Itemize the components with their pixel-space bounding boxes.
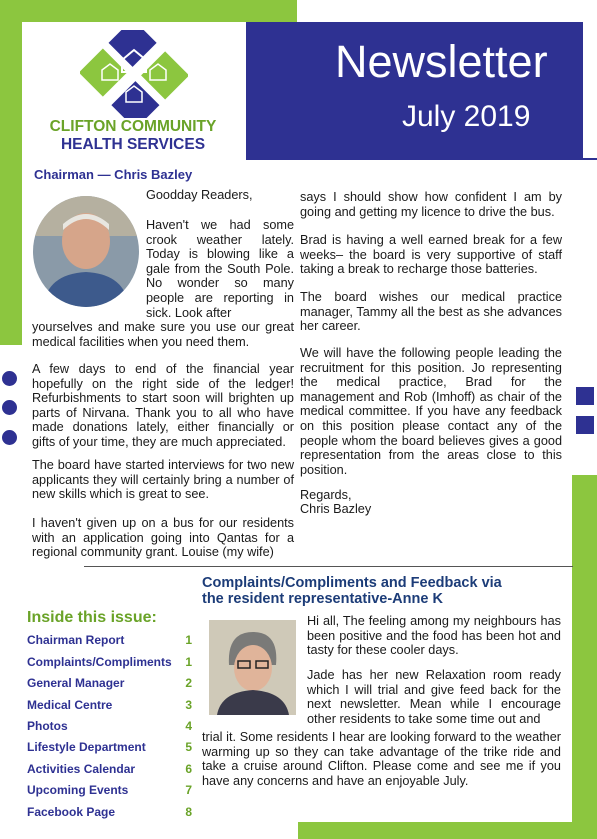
toc-item-page: 6 — [185, 762, 192, 776]
decor-green-bar-bottom — [298, 822, 597, 839]
toc-item-page: 3 — [185, 698, 192, 712]
decor-square — [576, 416, 594, 434]
toc-item-page: 8 — [185, 805, 192, 819]
toc-item[interactable] — [27, 655, 192, 676]
toc-item-page: 1 — [185, 633, 192, 647]
newsletter-date: July 2019 — [402, 100, 531, 133]
decor-dot — [2, 371, 17, 386]
toc-item-label: Medical Centre — [27, 698, 113, 712]
toc-item[interactable] — [27, 783, 192, 804]
complaints-paragraph-2a: Jade has her new Relaxation room ready which I will trial and give feed back for the next newsletter. Mean while I encourage other residents to take some time out and — [307, 668, 561, 726]
chairman-paragraph-5: says I should show how confident I am by going and getting my licence to drive the bus. — [300, 190, 562, 219]
inside-issue-heading: Inside this issue: — [27, 609, 157, 626]
toc-item[interactable] — [27, 676, 192, 697]
toc-item[interactable] — [27, 762, 192, 783]
toc-item-label: Activities Calendar — [27, 762, 136, 776]
toc-item-page: 1 — [185, 655, 192, 669]
chairman-signoff: Regards, — [300, 488, 352, 502]
chairman-greeting: Goodday Readers, — [146, 188, 253, 202]
chairman-paragraph-6: Brad is having a well earned break for a few weeks– the board is very supportive of staff taking a break to recharge those batteries. — [300, 233, 562, 277]
section-divider — [84, 566, 573, 567]
org-name-line1: CLIFTON COMMUNITY — [49, 118, 217, 135]
org-name-line2: HEALTH SERVICES — [60, 136, 206, 153]
toc-item[interactable] — [27, 719, 192, 740]
chairman-paragraph-2: A few days to end of the financial year hopefully on the right side of the ledger! Refurbishments to start soon will brighten up parts of Nirvana. Thank you to all who have made donations lately, either financially or gifts of your time, they are much appreciated. — [32, 362, 294, 449]
toc-item-page: 5 — [185, 740, 192, 754]
decor-dot — [2, 400, 17, 415]
decor-dot — [2, 430, 17, 445]
complaints-heading-line2: the resident representative-Anne K — [202, 591, 443, 607]
chairman-paragraph-4: I haven't given up on a bus for our residents with an application going into Qantas for a regional community grant. Louise (my wife) — [32, 516, 294, 560]
toc-item[interactable] — [27, 698, 192, 719]
toc-item-label: General Manager — [27, 676, 125, 690]
decor-green-bar-top — [0, 0, 297, 22]
toc-item[interactable] — [27, 805, 192, 826]
toc-item-label: Lifestyle Department — [27, 740, 146, 754]
house-logo-icon — [80, 30, 188, 118]
chairman-heading: Chairman — Chris Bazley — [34, 167, 193, 182]
chairman-photo — [33, 196, 139, 307]
decor-square — [576, 387, 594, 405]
resident-photo — [209, 620, 296, 715]
chairman-signature: Chris Bazley — [300, 502, 372, 516]
complaints-heading-line1: Complaints/Compliments and Feedback via — [202, 575, 502, 591]
newsletter-title: Newsletter — [335, 36, 548, 87]
chairman-paragraph-1a: Haven't we had some crook weather lately. Today is blowing like a gale from the South Pole. No wonder so many people are reporting in sick. Look after — [146, 218, 294, 320]
decor-green-bar-left — [0, 0, 22, 345]
complaints-paragraph-1: Hi all, The feeling among my neighbours has been positive and the food has been hot and tasty for these cooler days. — [307, 614, 561, 658]
chairman-paragraph-7: The board wishes our medical practice manager, Tammy all the best as she advances her career. — [300, 290, 562, 334]
toc-item-page: 2 — [185, 676, 192, 690]
decor-green-bar-right — [572, 475, 597, 839]
complaints-paragraph-2b: trial it. Some residents I hear are looking forward to the weather warming up so they can take advantage of the trike ride and take a cruise around Clifton. Please come and see me if you have any concerns and have an enjoyable July. — [202, 730, 561, 788]
toc-item-label: Photos — [27, 719, 68, 733]
header-underline — [246, 158, 597, 160]
chairman-paragraph-8: We will have the following people leading the recruitment for this position. Jo representing the medical practice, Brad for the management and Rob (Imhoff) as chair of the medical committee. If you have any feedback on this position please contact any of the people whom the board believes gives a good representation from the areas close to this position. — [300, 346, 562, 477]
toc-item[interactable] — [27, 740, 192, 761]
chairman-paragraph-1b: yourselves and make sure you use our great medical facilities when you need them. — [32, 320, 294, 349]
toc-item-page: 4 — [185, 719, 192, 733]
chairman-paragraph-3: The board have started interviews for two new applicants they will certainly bring a number of new skills which is great to see. — [32, 458, 294, 502]
toc-item-label: Upcoming Events — [27, 783, 129, 797]
toc-item[interactable] — [27, 633, 192, 654]
toc-item-label: Facebook Page — [27, 805, 116, 819]
toc-item-page: 7 — [185, 783, 192, 797]
toc-item-label: Complaints/Compliments — [27, 655, 172, 669]
toc-item-label: Chairman Report — [27, 633, 125, 647]
